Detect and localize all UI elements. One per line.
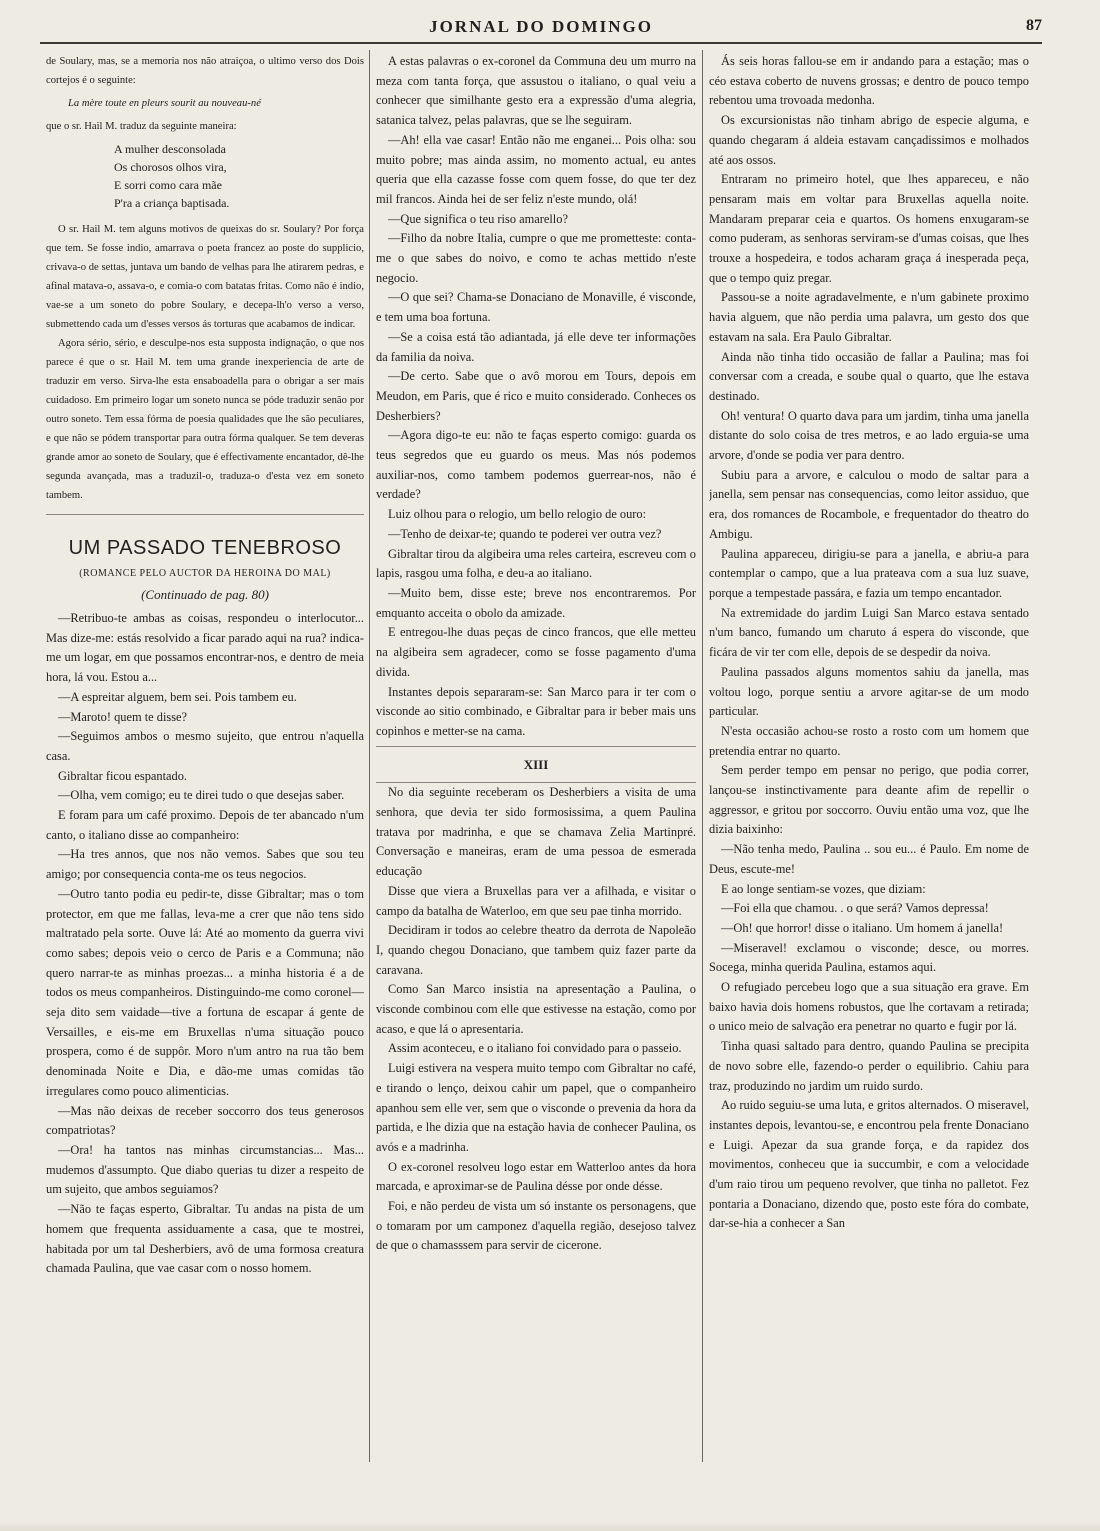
serial-subtitle: (ROMANCE PELO AUCTOR DA HEROINA DO MAL) [79,568,331,579]
story-paragraph: —De certo. Sabe que o avô morou em Tours, depois em Meudon, em Paris, que é rico e muito considerado. Conheces os Desherbiers? [376,369,696,423]
translated-verse [46,140,364,212]
story-paragraph: Na extremidade do jardim Luigi San Marco estava sentado n'um banco, fumando um charuto á espera do visconde, que ficára de vir ter com elle, depois de se despedir da noiva. [709,605,1029,660]
page-number: 87 [1026,17,1042,34]
story-paragraph: —Miseravel! exclamou o visconde; desce, ou morres. Socega, minha querida Paulina, estamos aqui. [709,940,1029,975]
story-paragraph: Tinha quasi saltado para dentro, quando Paulina se precipita de novo sobre elle, fazendo-o perder o equilibrio. Cahiu para traz, produzindo no jardim um ruido surdo. [709,1039,1029,1093]
verse-line: E sorri como cara mãe [114,178,222,192]
page-edge [0,1522,1100,1531]
story-paragraph: E foram para um café proximo. Depois de ter abancado n'um canto, o italiano disse ao companheiro: [46,808,364,842]
story-paragraph: Oh! ventura! O quarto dava para um jardim, tinha uma janella distante do solo coisa de tres metros, e ao lado erguia-se uma arvore, d'onde se podia ver para dentro. [709,408,1029,463]
story-paragraph: Luiz olhou para o relogio, um bello relogio de ouro: [388,507,647,522]
story-paragraph: Gibraltar ficou espantado. [58,768,188,783]
story-paragraph: —Que significa o teu riso amarello? [388,211,568,226]
story-paragraph: O ex-coronel resolveu logo estar em Watterloo antes da hora marcada, e aproximar-se de Paulina désse por onde désse. [376,1159,696,1194]
verse-line: P'ra a criança baptisada. [114,196,230,210]
story-paragraph: —O que sei? Chama-se Donaciano de Monaville, é visconde, e tem uma boa fortuna. [376,290,696,325]
story-paragraph: —Ah! ella vae casar! Então não me enganei... Pois olha: sou muito pobre; mas ainda assim, no momento actual, eu antes queria que ella cazasse fosse com quem fosse, do que ter dez mil francos. Ainda hei de ser feliz n'este mundo, olá! [376,132,696,206]
story-paragraph: Ás seis horas fallou-se em ir andando para a estação; mas o céo estava coberto de nuvens grossas; e dentro de pouco tempo rebentou uma trovoada medonha. [709,54,1029,108]
story-paragraph: —Olha, vem comigo; eu te direi tudo o que desejas saber. [58,788,345,803]
story-paragraph: Instantes depois separaram-se: San Marco para ir ter com o visconde ao sitio combinado, e Gibraltar para ir beber mais uns copinhos e metter-se na cama. [376,684,696,738]
story-paragraph: —Mas não deixas de receber soccorro dos teus generosos compatriotas? [46,1103,364,1138]
story-paragraph: Assim aconteceu, e o italiano foi convidado para o passeio. [388,1041,682,1056]
verse-line: A mulher desconsolada [114,142,226,156]
story-paragraph: E entregou-lhe duas peças de cinco francos, que elle metteu na algibeira sem agradecer, como se fosse pagamento d'uma divida. [376,625,696,679]
story-paragraph: E ao longe sentiam-se vozes, que diziam: [721,881,926,896]
story-paragraph: Passou-se a noite agradavelmente, e n'um gabinete proximo havia alguem, que não perdia uma palavra, um gesto dos que estavam na sala. Era Paulo Gibraltar. [709,290,1029,344]
story-paragraph: —Muito bem, disse este; breve nos encontraremos. Por emquanto acceita o obolo da amizade. [376,585,696,620]
story-paragraph: —Tenho de deixar-te; quando te poderei ver outra vez? [388,526,662,541]
story-paragraph: N'esta occasião achou-se rosto a rosto com um homem que pretendia entrar no quarto. [709,723,1029,758]
story-paragraph: Entraram no primeiro hotel, que lhes appareceu, e não pensaram mais em voltar para Bruxellas aquella noite. Mandaram preparar ceia e quartos. Os homens enxugaram-se como puderam, as senhoras serviram-se d'umas coisas, que lhes trouxe a hospedeira, e todos acharam graça á inesperada peça, que o tempo quiz pregar. [709,172,1029,285]
story-paragraph: —Agora digo-te eu: não te faças esperto comigo: guarda os teus segredos que eu guardo os meus. Mas nós podemos auxiliar-nos, como tambem podemos guerrear-nos, não é verdade? [376,428,696,502]
story-paragraph: —Retribuo-te ambas as coisas, respondeu o interlocutor... Mas dize-me: estás resolvido a ficar parado aqui na rua? indica-me um logar, em que possamos encontrar-nos, e dentro de meia hora, lá vou. Estou a... [46,611,364,685]
story-paragraph: Ainda não tinha tido occasião de fallar a Paulina; mas foi conversar com a creada, e soube qual o quarto, que lhe estava destinado. [709,349,1029,403]
column-2 [376,52,696,1522]
story-paragraph: No dia seguinte receberam os Desherbiers a visita de uma senhora, que devia ter sido formosissima, a quem Paulina tratava por madrinha, e que se chamava Zelia Martinpré. Conversação e maneiras, eram de uma pessoa de esmerada educação [376,785,696,879]
story-paragraph: Disse que viera a Bruxellas para ver a afilhada, e visitar o campo da batalha de Waterloo, em que seu pae tinha morrido. [376,883,696,918]
story-paragraph: —Maroto! quem te disse? [58,709,188,724]
story-paragraph: Foi, e não perdeu de vista um só instante os personagens, que o tomaram por um camponez d'aquella região, desejoso talvez de que o chamasssem para servir de cicerone. [376,1199,696,1253]
journal-title: JORNAL DO DOMINGO [429,17,653,36]
section-divider [46,514,364,515]
story-paragraph: —Ha tres annos, que nos não vemos. Sabes que sou teu amigo; por consequencia conta-me os teus negocios. [46,847,364,882]
story-paragraph: —Foi ella que chamou. . o que será? Vamos depressa! [721,901,989,916]
chapter-divider [376,746,696,747]
story-paragraph: Os excursionistas não tinham abrigo de especie alguma, e quando chegaram á aldeia estavam cançadissimos e molhados até aos ossos. [709,113,1029,167]
story-paragraph: A estas palavras o ex-coronel da Communa deu um murro na meza com tanta força, que assustou o italiano, o qual veiu a conhecer que similhante gesto era a expressão d'uma alegria, satanica talvez, pelas palavras, que se lhe seguiram. [376,54,696,128]
story-paragraph: —Não te faças esperto, Gibraltar. Tu andas na pista de um homem que frequenta assiduamente a casa, que te mostrei, habitada por um tal Desherbiers, avô de uma formosa creatura chamada Paulina, que vae casar com o nosso homem. [46,1202,364,1276]
story-paragraph: Luigi estivera na vespera muito tempo com Gibraltar no café, e tirando o lenço, deixou cahir um papel, que o companheiro apanhou sem elle ver, sem que o visconde o prevenia da hora da partida, e lhe dizia que na estação havia de conhecer Paulina, os avós e a madrinha. [376,1061,696,1154]
story-paragraph: Sem perder tempo em pensar no perigo, que podia correr, lançou-se instinctivamente para deante afim de repellir o aggressor, e gritou por soccorro. Ouviu então uma voz, que lhe dizia baixinho: [709,763,1029,837]
story-paragraph: Paulina appareceu, dirigiu-se para a janella, e abriu-a para contemplar o campo, que a lua prateava com a sua luz suave, porque a tempestade passára, e fazia um tempo encantador. [709,546,1029,600]
translation-intro: que o sr. Hail M. traduz da seguinte maneira: [46,121,237,132]
french-quote: La mère toute en pleurs sourit au nouveau-né [68,98,261,109]
column-3 [709,52,1029,1522]
story-paragraph: —Outro tanto podia eu pedir-te, disse Gibraltar; mas o tom protector, em que me fallas, leva-me a crer que não tens sido maltratado pela sorte. Ouve lá: Até ao momento da guerra vivi como sabes; depois veio o cerco de Paris e a Communa; não quero narrar-te as minhas proezas... a minha historia é a de todos os meus companheiros. Distinguindo-me como coronel—seja dito sem vaidade—tive a fortuna de escapar á gente de Versailles, e eis-me em Bruxellas n'uma situação pouco prospera, como é de suppôr. Moro n'um antro na rua tão bem denominada Noite e Dia, e dão-me umas comidas tão irregulares como pouco alimenticias. [46,886,364,1098]
story-paragraph: Gibraltar tirou da algibeira uma reles carteira, escreveu com o lapis, rasgou uma folha, e deu-a ao italiano. [376,546,696,581]
story-paragraph: Como San Marco insistia na apresentação a Paulina, o visconde combinou com elle que estivesse na estação, como por acaso, e que lá o apresentaria. [376,982,696,1036]
story-paragraph: —Ora! ha tantos nas minhas circumstancias... Mas... mudemos d'assumpto. Que diabo querias tu dizer a respeito de um sujeito, que ambos seguiamos? [46,1142,364,1197]
continued-note: (Continuado de pag. 80) [141,587,269,602]
story-paragraph: —Não tenha medo, Paulina .. sou eu... é Paulo. Em nome de Deus, escute-me! [709,842,1029,876]
story-paragraph: Decidiram ir todos ao celebre theatro da derrota de Napoleão I, quando chegou Donaciano, que tambem quiz fazer parte da caravana. [376,923,696,977]
critique-paragraph: Agora sério, sério, e desculpe-nos esta supposta indignação, o que nos parece é que o sr. Hail M. tem uma grande inexperiencia de arte de traduzir em verso. Sirva-lhe esta ensaboadella para o obrigar a ser mais cuidadoso. Em primeiro logar um soneto nunca se póde traduzir senão por outro soneto. Tem essa fórma de poesia qualidades que lhe são peculiares, e que não se pódem transportar para outra fórma qualquer. Se tem deveras grande amor ao soneto de Soulary, que é effectivamente encantador, dê-lhe segunda avançada, mas a traduzil-o, traduza-o d'esta vez em soneto tambem. [46,338,364,501]
story-paragraph: Ao ruido seguiu-se uma luta, e gritos alternados. O miseravel, instantes depois, levantou-se, e encontrou pela frente Donaciano e Luigi. Apezar da sua grande força, e da rapidez dos movimentos, conheceu que ia succumbir, e com a velocidade d'um raio tirou um pequeno revolver, que tinha no palletot. Fez pontaria a Donaciano, dizendo que, posto este fóra do combate, dar-se-hia a conhecer a San [709,1098,1029,1231]
serial-title: UM PASSADO TENEBROSO [68,537,342,559]
verse-line: Os chorosos olhos vira, [114,160,227,174]
column-divider [369,50,370,1462]
intro-text: de Soulary, mas, se a memoria nos não atraiçoa, o ultimo verso dos Dois cortejos é o seguinte: [46,56,364,86]
story-paragraph: —Oh! que horror! disse o italiano. Um homem á janella! [721,920,1004,935]
story-paragraph: Subiu para a arvore, e calculou o modo de saltar para a janella, sem pensar nas consequencias, como leitor assiduo, que era, dos romances de Rocambole, e frequentador do theatro do Ambigu. [709,467,1029,541]
column-divider [702,50,703,1462]
masthead [40,12,1042,44]
story-paragraph: Paulina passados alguns momentos sahiu da janella, mas voltou logo, porque sentiu a arvore agitar-se de um modo particular. [709,664,1029,719]
story-paragraph: —Se a coisa está tão adiantada, já elle deve ter informações da familia da noiva. [376,329,696,364]
story-paragraph: —A espreitar alguem, bem sei. Pois tambem eu. [58,689,297,704]
story-paragraph: —Seguimos ambos o mesmo sujeito, que entrou n'aquella casa. [46,729,364,763]
story-paragraph: —Filho da nobre Italia, cumpre o que me prometteste: conta-me o que sabes do noivo, e como te achas mettido n'este negocio. [376,231,696,285]
critique-paragraph: O sr. Hail M. tem alguns motivos de queixas do sr. Soulary? Por força que tem. Se fosse indio, amarrava o poeta francez ao poste do supplicio, crivava-o de settas, juntava um bando de velhas para lhe atirarem pedras, e afinal matava-o, assava-o, e comia-o com batatas fritas. Como não é indio, vae-se a um soneto do pobre Soulary, e decepa-lh'o verso a verso, submettendo cada um d'esses versos ás torturas que acabamos de indicar. [46,224,364,330]
story-paragraph: O refugiado percebeu logo que a sua situação era grave. Em baixo havia dois homens robustos, que lhe cortavam a retirada; o unico meio de salvação era penetrar no quarto e fugir por lá. [709,980,1029,1034]
column-1 [46,52,364,1522]
chapter-number: XIII [523,756,549,772]
